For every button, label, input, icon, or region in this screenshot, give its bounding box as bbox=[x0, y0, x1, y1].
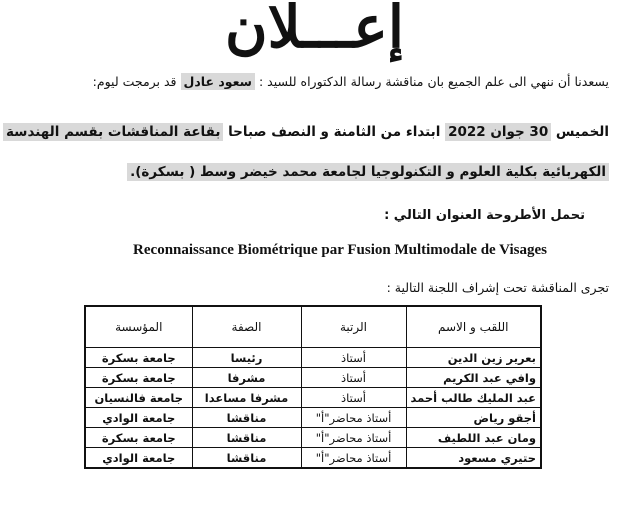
member-name: ومان عبد اللطيف bbox=[406, 428, 541, 448]
member-institution: جامعة بسكرة bbox=[85, 368, 192, 388]
thesis-title-label: تحمل الأطروحة العنوان التالي : bbox=[384, 208, 585, 223]
faculty-line bbox=[127, 164, 609, 180]
member-rank: أستاذ محاضر"أ" bbox=[301, 448, 406, 469]
jury-header-row bbox=[85, 306, 541, 348]
date-day: الخميس bbox=[551, 124, 609, 140]
member-rank: أستاذ bbox=[301, 348, 406, 368]
intro-text-after: قد برمجت ليوم: bbox=[92, 74, 181, 89]
date-line bbox=[3, 124, 609, 140]
member-name: عبد المليك طالب أحمد bbox=[406, 388, 541, 408]
thesis-title: Reconnaissance Biométrique par Fusion Multimodale de Visages bbox=[133, 242, 547, 258]
table-row bbox=[85, 408, 541, 428]
jury-intro: تجرى المناقشة تحت إشراف اللجنة التالية : bbox=[386, 280, 609, 295]
member-name: حتيري مسعود bbox=[406, 448, 541, 469]
member-rank: أستاذ bbox=[301, 388, 406, 408]
header-name: اللقب و الاسم bbox=[406, 306, 541, 348]
date-middle: ابتداء من الثامنة و النصف صباحا bbox=[223, 124, 446, 140]
member-institution: جامعة بسكرة bbox=[85, 348, 192, 368]
member-role: مشرفا مساعدا bbox=[192, 388, 301, 408]
table-row bbox=[85, 368, 541, 388]
member-institution: جامعة فالنسيان bbox=[85, 388, 192, 408]
member-name: أجقو رياض bbox=[406, 408, 541, 428]
member-rank: أستاذ محاضر"أ" bbox=[301, 408, 406, 428]
intro-text-before: يسعدنا أن ننهي الى علم الجميع بان مناقشة رسالة الدكتوراه للسيد : bbox=[254, 74, 609, 89]
defense-date: 30 جوان 2022 bbox=[445, 123, 551, 141]
faculty-text: الكهربائية بكلية العلوم و التكنولوجيا لجامعة محمد خيضر وسط ( بسكرة). bbox=[127, 163, 609, 181]
header-rank: الرتبة bbox=[301, 306, 406, 348]
announcement-title: إعـــلان bbox=[225, 0, 404, 61]
jury-table bbox=[84, 305, 542, 469]
member-name: وافي عبد الكريم bbox=[406, 368, 541, 388]
intro-line bbox=[93, 74, 609, 89]
member-rank: أستاذ محاضر"أ" bbox=[301, 428, 406, 448]
defense-place: بقاعة المناقشات بقسم الهندسة bbox=[3, 123, 223, 141]
header-role: الصفة bbox=[192, 306, 301, 348]
table-row bbox=[85, 388, 541, 408]
table-row bbox=[85, 448, 541, 469]
member-role: مناقشا bbox=[192, 448, 301, 469]
candidate-name: سعود عادل bbox=[181, 73, 255, 90]
member-name: بعرير زين الدين bbox=[406, 348, 541, 368]
member-role: رئيسا bbox=[192, 348, 301, 368]
member-role: مشرفا bbox=[192, 368, 301, 388]
member-institution: جامعة الوادي bbox=[85, 408, 192, 428]
member-role: مناقشا bbox=[192, 428, 301, 448]
table-row bbox=[85, 428, 541, 448]
member-institution: جامعة بسكرة bbox=[85, 428, 192, 448]
member-rank: أستاذ bbox=[301, 368, 406, 388]
table-row bbox=[85, 348, 541, 368]
member-role: مناقشا bbox=[192, 408, 301, 428]
header-institution: المؤسسة bbox=[85, 306, 192, 348]
member-institution: جامعة الوادي bbox=[85, 448, 192, 469]
